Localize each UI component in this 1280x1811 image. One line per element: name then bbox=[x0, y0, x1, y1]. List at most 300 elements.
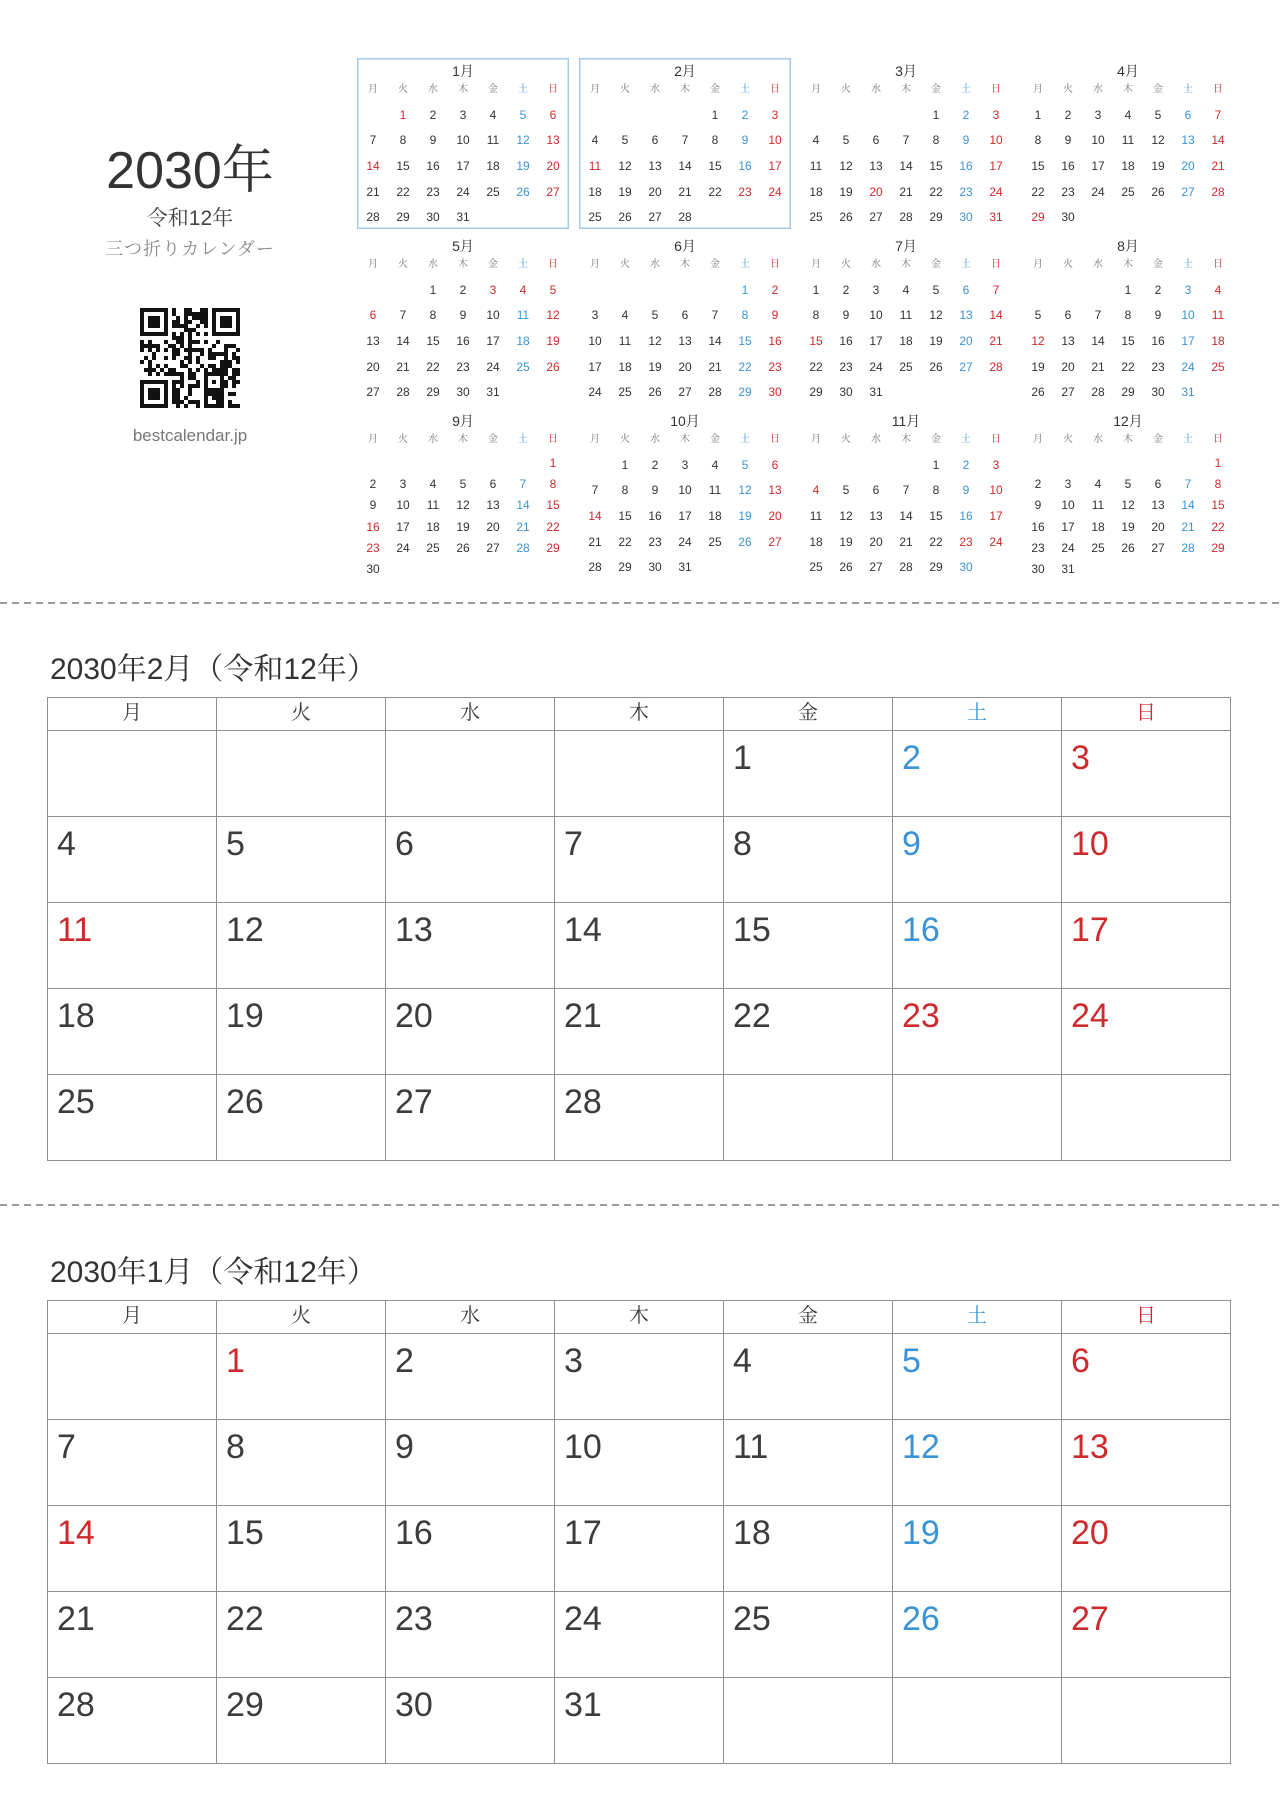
weekday-label: 木 bbox=[458, 259, 468, 270]
day-cell: 7 bbox=[369, 133, 377, 148]
day-cell: 31 bbox=[678, 560, 692, 575]
weekday-label: 水 bbox=[1093, 259, 1103, 270]
weekday-label: 土 bbox=[740, 434, 750, 445]
week-row bbox=[1023, 559, 1233, 580]
weekday-label: 火 bbox=[841, 259, 851, 270]
day-cell: 19 bbox=[929, 333, 943, 348]
day-cell: 10 bbox=[588, 333, 602, 348]
day-cell: 18 bbox=[486, 158, 500, 173]
weekday-header-row bbox=[801, 258, 1011, 272]
day-cell: 18 bbox=[1091, 519, 1105, 534]
fold-line bbox=[0, 602, 1280, 604]
weekday-label: 日 bbox=[1213, 434, 1223, 445]
day-cell: 15 bbox=[1031, 158, 1045, 173]
day-cell: 16 bbox=[366, 519, 380, 534]
day-cell: 10 bbox=[1061, 498, 1075, 513]
weekday-label: 日 bbox=[991, 84, 1001, 95]
mini-calendar-month-label: 8月 bbox=[1117, 238, 1139, 254]
day-cell: 28 bbox=[899, 560, 913, 575]
day-cell: 2 bbox=[1154, 282, 1162, 297]
day-cell: 20 bbox=[959, 333, 973, 348]
empty-day-cell bbox=[386, 731, 555, 817]
week-row bbox=[358, 277, 568, 303]
day-cell: 14 bbox=[708, 333, 722, 348]
empty-day-cell bbox=[48, 1334, 217, 1420]
day-cell: 21 bbox=[396, 359, 410, 374]
day-cell: 6 bbox=[651, 133, 659, 148]
weekday-label: 土 bbox=[961, 84, 971, 95]
day-cell: 8 bbox=[932, 483, 940, 498]
day-cell: 31 bbox=[486, 385, 500, 400]
day-cell: 23 bbox=[959, 184, 973, 199]
empty-day-cell bbox=[724, 1678, 893, 1764]
day-cell: 7 bbox=[992, 282, 1000, 297]
day-cell: 24 bbox=[486, 359, 500, 374]
weekday-label: 木 bbox=[680, 259, 690, 270]
day-cell: 21 bbox=[989, 333, 1003, 348]
week-row bbox=[358, 452, 568, 473]
day-cell: 14 bbox=[48, 1506, 217, 1592]
weekday-label: 火 bbox=[841, 434, 851, 445]
day-cell: 12 bbox=[738, 483, 752, 498]
day-cell: 26 bbox=[839, 210, 853, 225]
day-cell: 19 bbox=[1031, 359, 1045, 374]
day-cell: 19 bbox=[516, 158, 530, 173]
month-calendar-grid bbox=[47, 697, 1231, 1161]
mini-calendar-month-12 bbox=[1022, 408, 1234, 579]
day-cell: 25 bbox=[486, 184, 500, 199]
mini-calendar-month-label: 3月 bbox=[895, 63, 917, 79]
mini-calendar-month-10 bbox=[579, 408, 791, 579]
day-cell: 8 bbox=[1124, 308, 1132, 323]
day-cell: 18 bbox=[618, 359, 632, 374]
weekday-header-row bbox=[358, 258, 568, 272]
day-cell: 17 bbox=[555, 1506, 724, 1592]
day-cell: 10 bbox=[486, 308, 500, 323]
week-row bbox=[580, 529, 790, 555]
day-cell: 17 bbox=[1061, 519, 1075, 534]
day-cell: 13 bbox=[1062, 1420, 1231, 1506]
day-cell: 7 bbox=[1184, 476, 1192, 491]
day-cell: 27 bbox=[1151, 540, 1165, 555]
day-cell: 11 bbox=[588, 158, 602, 173]
day-cell: 28 bbox=[516, 540, 530, 555]
weekday-label: 日 bbox=[548, 434, 558, 445]
day-cell: 20 bbox=[869, 534, 883, 549]
day-cell: 7 bbox=[591, 483, 599, 498]
day-cell: 30 bbox=[386, 1678, 555, 1764]
day-cell: 11 bbox=[618, 333, 632, 348]
day-cell: 24 bbox=[1062, 989, 1231, 1075]
day-cell: 15 bbox=[738, 333, 752, 348]
day-cell: 28 bbox=[1181, 540, 1195, 555]
day-cell: 26 bbox=[1031, 385, 1045, 400]
day-cell: 5 bbox=[519, 107, 527, 122]
weekday-label: 火 bbox=[398, 434, 408, 445]
day-cell: 21 bbox=[516, 519, 530, 534]
day-cell: 1 bbox=[621, 457, 629, 472]
weekday-label: 火 bbox=[1063, 84, 1073, 95]
weekday-label: 月 bbox=[590, 84, 600, 95]
day-cell: 30 bbox=[839, 385, 853, 400]
day-cell: 15 bbox=[929, 158, 943, 173]
day-cell: 9 bbox=[893, 817, 1062, 903]
empty-day-cell bbox=[217, 731, 386, 817]
day-cell: 26 bbox=[929, 359, 943, 374]
day-cell: 18 bbox=[426, 519, 440, 534]
mini-calendar-days bbox=[1023, 277, 1233, 405]
day-cell: 12 bbox=[648, 333, 662, 348]
day-cell: 2 bbox=[842, 282, 850, 297]
day-cell: 15 bbox=[708, 158, 722, 173]
day-cell: 7 bbox=[1214, 107, 1222, 122]
day-cell: 9 bbox=[1034, 498, 1042, 513]
weekday-header: 日 bbox=[1062, 698, 1231, 731]
day-cell: 26 bbox=[648, 385, 662, 400]
day-cell: 9 bbox=[1064, 133, 1072, 148]
weekday-header: 金 bbox=[724, 1301, 893, 1334]
day-cell: 2 bbox=[962, 107, 970, 122]
day-cell: 11 bbox=[1211, 308, 1225, 323]
week-row bbox=[1023, 379, 1233, 405]
day-cell: 26 bbox=[1151, 184, 1165, 199]
weekday-header-row bbox=[358, 433, 568, 447]
day-cell: 5 bbox=[621, 133, 629, 148]
day-cell: 15 bbox=[618, 508, 632, 523]
day-cell: 24 bbox=[989, 534, 1003, 549]
day-cell: 30 bbox=[648, 560, 662, 575]
day-cell: 17 bbox=[869, 333, 883, 348]
day-cell: 24 bbox=[678, 534, 692, 549]
day-cell: 19 bbox=[839, 534, 853, 549]
weekday-label: 土 bbox=[1183, 259, 1193, 270]
day-cell: 4 bbox=[489, 107, 497, 122]
day-cell: 2 bbox=[429, 107, 437, 122]
week-row bbox=[358, 379, 568, 405]
day-cell: 16 bbox=[1151, 333, 1165, 348]
day-cell: 8 bbox=[812, 308, 820, 323]
day-cell: 25 bbox=[724, 1592, 893, 1678]
week-row bbox=[580, 153, 790, 179]
day-cell: 21 bbox=[899, 184, 913, 199]
day-cell: 9 bbox=[651, 483, 659, 498]
weekday-label: 水 bbox=[871, 84, 881, 95]
day-cell: 6 bbox=[1154, 476, 1162, 491]
weekday-label: 月 bbox=[1033, 259, 1043, 270]
weekday-label: 金 bbox=[488, 434, 498, 445]
weekday-label: 日 bbox=[1213, 84, 1223, 95]
mini-calendar-month-label: 2月 bbox=[674, 63, 696, 79]
day-cell: 11 bbox=[809, 508, 823, 523]
weekday-label: 月 bbox=[811, 434, 821, 445]
day-cell: 26 bbox=[546, 359, 560, 374]
day-cell: 3 bbox=[591, 308, 599, 323]
day-cell: 22 bbox=[738, 359, 752, 374]
day-cell: 28 bbox=[708, 385, 722, 400]
weekday-label: 金 bbox=[931, 84, 941, 95]
day-cell: 4 bbox=[812, 133, 820, 148]
weekday-label: 木 bbox=[1123, 434, 1133, 445]
day-cell: 26 bbox=[893, 1592, 1062, 1678]
day-cell: 20 bbox=[1181, 158, 1195, 173]
day-cell: 4 bbox=[621, 308, 629, 323]
day-cell: 13 bbox=[1151, 498, 1165, 513]
week-row bbox=[580, 277, 790, 303]
day-cell: 18 bbox=[1121, 158, 1135, 173]
day-cell: 19 bbox=[893, 1506, 1062, 1592]
year-title: 2030年 bbox=[106, 142, 274, 200]
day-cell: 8 bbox=[932, 133, 940, 148]
empty-day-cell bbox=[1062, 1678, 1231, 1764]
day-cell: 10 bbox=[1062, 817, 1231, 903]
day-cell: 30 bbox=[768, 385, 782, 400]
week-row bbox=[358, 102, 568, 128]
mini-calendar-month-label: 11月 bbox=[891, 413, 921, 429]
week-row bbox=[1023, 537, 1233, 558]
calendar-type-label: 三つ折りカレンダー bbox=[105, 239, 275, 259]
day-cell: 30 bbox=[1061, 210, 1075, 225]
week-row bbox=[801, 452, 1011, 478]
day-cell: 26 bbox=[516, 184, 530, 199]
weekday-label: 月 bbox=[368, 259, 378, 270]
day-cell: 15 bbox=[396, 158, 410, 173]
weekday-label: 木 bbox=[901, 259, 911, 270]
weekday-header-row bbox=[358, 83, 568, 97]
day-cell: 7 bbox=[1094, 308, 1102, 323]
mini-calendar-month-label: 4月 bbox=[1117, 63, 1139, 79]
mini-calendar-days bbox=[358, 277, 568, 405]
day-cell: 10 bbox=[989, 483, 1003, 498]
day-cell: 4 bbox=[48, 817, 217, 903]
day-cell: 2 bbox=[771, 282, 779, 297]
weekday-label: 金 bbox=[488, 259, 498, 270]
day-cell: 6 bbox=[369, 308, 377, 323]
week-row bbox=[358, 328, 568, 354]
day-cell: 14 bbox=[1181, 498, 1195, 513]
day-cell: 6 bbox=[549, 107, 557, 122]
week-row bbox=[801, 303, 1011, 329]
day-cell: 1 bbox=[1034, 107, 1042, 122]
day-cell: 31 bbox=[555, 1678, 724, 1764]
day-cell: 5 bbox=[741, 457, 749, 472]
weekday-header: 木 bbox=[555, 1301, 724, 1334]
week-row bbox=[1023, 179, 1233, 205]
weekday-label: 金 bbox=[710, 84, 720, 95]
week-row bbox=[1023, 354, 1233, 380]
day-cell: 25 bbox=[809, 210, 823, 225]
day-cell: 31 bbox=[1181, 385, 1195, 400]
day-cell: 23 bbox=[738, 184, 752, 199]
day-cell: 23 bbox=[366, 540, 380, 555]
mini-calendar-days bbox=[801, 102, 1011, 230]
day-cell: 25 bbox=[1091, 540, 1105, 555]
day-cell: 28 bbox=[989, 359, 1003, 374]
weekday-label: 火 bbox=[398, 259, 408, 270]
day-cell: 7 bbox=[711, 308, 719, 323]
day-cell: 7 bbox=[48, 1420, 217, 1506]
weekday-label: 月 bbox=[811, 84, 821, 95]
day-cell: 23 bbox=[959, 534, 973, 549]
mini-calendar-month-label: 6月 bbox=[674, 238, 696, 254]
empty-day-cell bbox=[48, 731, 217, 817]
weekday-label: 火 bbox=[1063, 259, 1073, 270]
day-cell: 18 bbox=[1211, 333, 1225, 348]
day-cell: 20 bbox=[1151, 519, 1165, 534]
month-calendar-grid bbox=[47, 1300, 1231, 1764]
day-cell: 27 bbox=[959, 359, 973, 374]
mini-calendar-month-7 bbox=[800, 233, 1012, 404]
day-cell: 12 bbox=[456, 498, 470, 513]
weekday-label: 土 bbox=[961, 259, 971, 270]
weekday-label: 金 bbox=[710, 259, 720, 270]
day-cell: 5 bbox=[1034, 308, 1042, 323]
day-cell: 8 bbox=[1034, 133, 1042, 148]
mini-calendar-days bbox=[580, 277, 790, 405]
day-cell: 17 bbox=[456, 158, 470, 173]
day-cell: 16 bbox=[768, 333, 782, 348]
week-row bbox=[580, 128, 790, 154]
day-cell: 16 bbox=[738, 158, 752, 173]
week-row bbox=[1023, 495, 1233, 516]
week-row bbox=[801, 503, 1011, 529]
day-cell: 14 bbox=[989, 308, 1003, 323]
day-cell: 5 bbox=[1124, 476, 1132, 491]
day-cell: 14 bbox=[1211, 133, 1225, 148]
weekday-label: 火 bbox=[620, 259, 630, 270]
empty-day-cell bbox=[555, 731, 724, 817]
day-cell: 17 bbox=[768, 158, 782, 173]
day-cell: 19 bbox=[1151, 158, 1165, 173]
day-cell: 10 bbox=[396, 498, 410, 513]
day-cell: 29 bbox=[809, 385, 823, 400]
day-cell: 22 bbox=[217, 1592, 386, 1678]
day-cell: 4 bbox=[1124, 107, 1132, 122]
day-cell: 20 bbox=[366, 359, 380, 374]
week-row bbox=[801, 102, 1011, 128]
day-cell: 23 bbox=[386, 1592, 555, 1678]
day-cell: 22 bbox=[546, 519, 560, 534]
day-cell: 28 bbox=[555, 1075, 724, 1161]
day-cell: 6 bbox=[386, 817, 555, 903]
day-cell: 3 bbox=[1064, 476, 1072, 491]
day-cell: 12 bbox=[929, 308, 943, 323]
week-row bbox=[580, 452, 790, 478]
weekday-header-row bbox=[801, 433, 1011, 447]
day-cell: 26 bbox=[1121, 540, 1135, 555]
day-cell: 15 bbox=[217, 1506, 386, 1592]
day-cell: 22 bbox=[618, 534, 632, 549]
week-row bbox=[358, 354, 568, 380]
day-cell: 21 bbox=[1181, 519, 1195, 534]
day-cell: 4 bbox=[591, 133, 599, 148]
day-cell: 6 bbox=[771, 457, 779, 472]
week-row bbox=[801, 128, 1011, 154]
day-cell: 16 bbox=[456, 333, 470, 348]
day-cell: 10 bbox=[768, 133, 782, 148]
weekday-label: 金 bbox=[1153, 84, 1163, 95]
day-cell: 30 bbox=[426, 210, 440, 225]
weekday-header-row bbox=[1023, 83, 1233, 97]
day-cell: 6 bbox=[962, 282, 970, 297]
week-row bbox=[580, 554, 790, 580]
day-cell: 9 bbox=[771, 308, 779, 323]
day-cell: 13 bbox=[869, 158, 883, 173]
day-cell: 29 bbox=[217, 1678, 386, 1764]
day-cell: 20 bbox=[768, 508, 782, 523]
day-cell: 19 bbox=[618, 184, 632, 199]
day-cell: 23 bbox=[1151, 359, 1165, 374]
day-cell: 14 bbox=[516, 498, 530, 513]
day-cell: 14 bbox=[899, 508, 913, 523]
day-cell: 23 bbox=[893, 989, 1062, 1075]
day-cell: 8 bbox=[549, 476, 557, 491]
weekday-header: 火 bbox=[217, 698, 386, 731]
day-cell: 16 bbox=[839, 333, 853, 348]
weekday-label: 木 bbox=[458, 434, 468, 445]
weekday-label: 水 bbox=[428, 434, 438, 445]
day-cell: 4 bbox=[429, 476, 437, 491]
day-cell: 20 bbox=[678, 359, 692, 374]
week-row bbox=[1023, 452, 1233, 473]
month-calendar-title: 2030年2月（令和12年） bbox=[50, 653, 377, 686]
day-cell: 1 bbox=[932, 457, 940, 472]
weekday-label: 木 bbox=[680, 434, 690, 445]
day-cell: 9 bbox=[429, 133, 437, 148]
day-cell: 22 bbox=[1121, 359, 1135, 374]
day-cell: 26 bbox=[839, 560, 853, 575]
weekday-header-row bbox=[580, 433, 790, 447]
day-cell: 12 bbox=[1031, 333, 1045, 348]
day-cell: 5 bbox=[459, 476, 467, 491]
week-row bbox=[580, 503, 790, 529]
day-cell: 6 bbox=[489, 476, 497, 491]
day-cell: 8 bbox=[724, 817, 893, 903]
day-cell: 13 bbox=[546, 133, 560, 148]
day-cell: 18 bbox=[809, 534, 823, 549]
week-row bbox=[358, 516, 568, 537]
day-cell: 22 bbox=[396, 184, 410, 199]
day-cell: 11 bbox=[48, 903, 217, 989]
day-cell: 9 bbox=[386, 1420, 555, 1506]
day-cell: 18 bbox=[516, 333, 530, 348]
day-cell: 7 bbox=[555, 817, 724, 903]
mini-calendar-days bbox=[1023, 452, 1233, 580]
day-cell: 27 bbox=[869, 560, 883, 575]
day-cell: 22 bbox=[426, 359, 440, 374]
day-cell: 22 bbox=[929, 184, 943, 199]
day-cell: 25 bbox=[588, 210, 602, 225]
weekday-label: 木 bbox=[1123, 259, 1133, 270]
day-cell: 22 bbox=[929, 534, 943, 549]
day-cell: 24 bbox=[396, 540, 410, 555]
day-cell: 4 bbox=[902, 282, 910, 297]
day-cell: 1 bbox=[724, 731, 893, 817]
week-row bbox=[801, 153, 1011, 179]
weekday-label: 水 bbox=[871, 259, 881, 270]
day-cell: 9 bbox=[369, 498, 377, 513]
weekday-label: 水 bbox=[428, 259, 438, 270]
day-cell: 4 bbox=[724, 1334, 893, 1420]
day-cell: 2 bbox=[386, 1334, 555, 1420]
week-row bbox=[580, 328, 790, 354]
day-cell: 14 bbox=[899, 158, 913, 173]
day-cell: 16 bbox=[959, 508, 973, 523]
day-cell: 13 bbox=[486, 498, 500, 513]
weekday-label: 水 bbox=[650, 434, 660, 445]
day-cell: 15 bbox=[809, 333, 823, 348]
week-row bbox=[1023, 516, 1233, 537]
mini-calendar-days bbox=[801, 452, 1011, 580]
